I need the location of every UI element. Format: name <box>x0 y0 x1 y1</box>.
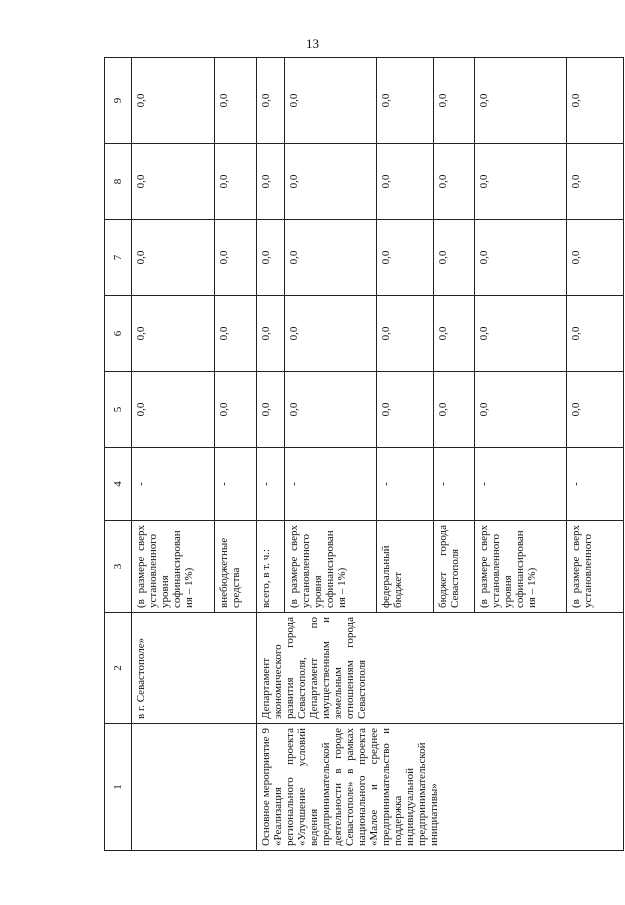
value-cell: 0,0 <box>567 58 624 144</box>
value-cell: 0,0 <box>567 220 624 296</box>
value-cell: 0,0 <box>285 296 377 372</box>
value-cell: 0,0 <box>475 372 567 448</box>
value-cell: 0,0 <box>285 220 377 296</box>
value-cell: 0,0 <box>256 296 284 372</box>
value-cell: 0,0 <box>475 296 567 372</box>
value-cell: - <box>376 448 433 521</box>
header-col-1: 1 <box>105 724 132 851</box>
table-row <box>256 58 284 851</box>
value-cell: - <box>567 448 624 521</box>
value-cell: 0,0 <box>567 144 624 220</box>
value-cell: 0,0 <box>567 372 624 448</box>
value-cell: - <box>433 448 475 521</box>
value-cell: 0,0 <box>433 220 475 296</box>
source-cell: бюджет города Севастополя <box>433 521 475 613</box>
value-cell: 0,0 <box>475 220 567 296</box>
value-cell: 0,0 <box>132 58 215 144</box>
value-cell: 0,0 <box>285 144 377 220</box>
value-cell: 0,0 <box>376 220 433 296</box>
cell-empty <box>132 724 257 851</box>
value-cell: 0,0 <box>433 58 475 144</box>
header-col-7: 7 <box>105 220 132 296</box>
value-cell: - <box>285 448 377 521</box>
source-cell: всего, в т. ч.: <box>256 521 284 613</box>
source-cell: федеральный бюджет <box>376 521 433 613</box>
source-cell: (в размере сверх установленного уровня софинансирования – 1%) <box>475 521 567 613</box>
header-col-3: 3 <box>105 521 132 613</box>
value-cell: 0,0 <box>376 58 433 144</box>
source-cell: (в размере сверх установленного уровня софинансирования – 1%) <box>285 521 377 613</box>
value-cell: 0,0 <box>256 220 284 296</box>
page-number: 13 <box>306 36 319 51</box>
program-name-cell: в г. Севастополе» <box>132 613 257 724</box>
source-cell: (в размере сверх установленного уровня софинансирования – 1%) <box>132 521 215 613</box>
value-cell: 0,0 <box>215 296 257 372</box>
value-cell: 0,0 <box>256 372 284 448</box>
funding-table <box>104 57 624 851</box>
value-cell: - <box>132 448 215 521</box>
value-cell: 0,0 <box>567 296 624 372</box>
value-cell: 0,0 <box>215 58 257 144</box>
header-row <box>105 58 132 851</box>
value-cell: 0,0 <box>475 144 567 220</box>
value-cell: 0,0 <box>376 144 433 220</box>
header-col-9: 9 <box>105 58 132 144</box>
value-cell: 0,0 <box>376 372 433 448</box>
header-col-5: 5 <box>105 372 132 448</box>
source-cell: внебюджетные средства <box>215 521 257 613</box>
header-col-2: 2 <box>105 613 132 724</box>
table-row <box>132 58 215 851</box>
value-cell: 0,0 <box>132 144 215 220</box>
header-col-6: 6 <box>105 296 132 372</box>
value-cell: 0,0 <box>215 372 257 448</box>
value-cell: 0,0 <box>433 372 475 448</box>
value-cell: 0,0 <box>285 58 377 144</box>
value-cell: 0,0 <box>475 58 567 144</box>
source-cell: (в размере сверх установленного <box>567 521 624 613</box>
value-cell: 0,0 <box>256 144 284 220</box>
value-cell: 0,0 <box>285 372 377 448</box>
value-cell: 0,0 <box>256 58 284 144</box>
value-cell: - <box>256 448 284 521</box>
measure-name-cell: Основное мероприятие 9 «Реализация регионального проекта «Улучшение условий ведения предпринимательской деятельности в городе Севастополе» в рамках национального проекта «Малое и среднее предпринимательство и поддержка индивидуальной предпринимательской инициативы» <box>256 724 623 851</box>
value-cell: 0,0 <box>132 220 215 296</box>
value-cell: 0,0 <box>433 296 475 372</box>
value-cell: 0,0 <box>215 220 257 296</box>
table-wrapper <box>104 58 624 858</box>
value-cell: 0,0 <box>132 296 215 372</box>
header-col-4: 4 <box>105 448 132 521</box>
value-cell: - <box>475 448 567 521</box>
value-cell: 0,0 <box>132 372 215 448</box>
header-col-8: 8 <box>105 144 132 220</box>
value-cell: 0,0 <box>215 144 257 220</box>
value-cell: 0,0 <box>376 296 433 372</box>
value-cell: - <box>215 448 257 521</box>
value-cell: 0,0 <box>433 144 475 220</box>
executor-cell: Департамент экономического развития города Севастополя, Департамент по имущественным и земельным отношениям города Севастополя <box>256 613 623 724</box>
